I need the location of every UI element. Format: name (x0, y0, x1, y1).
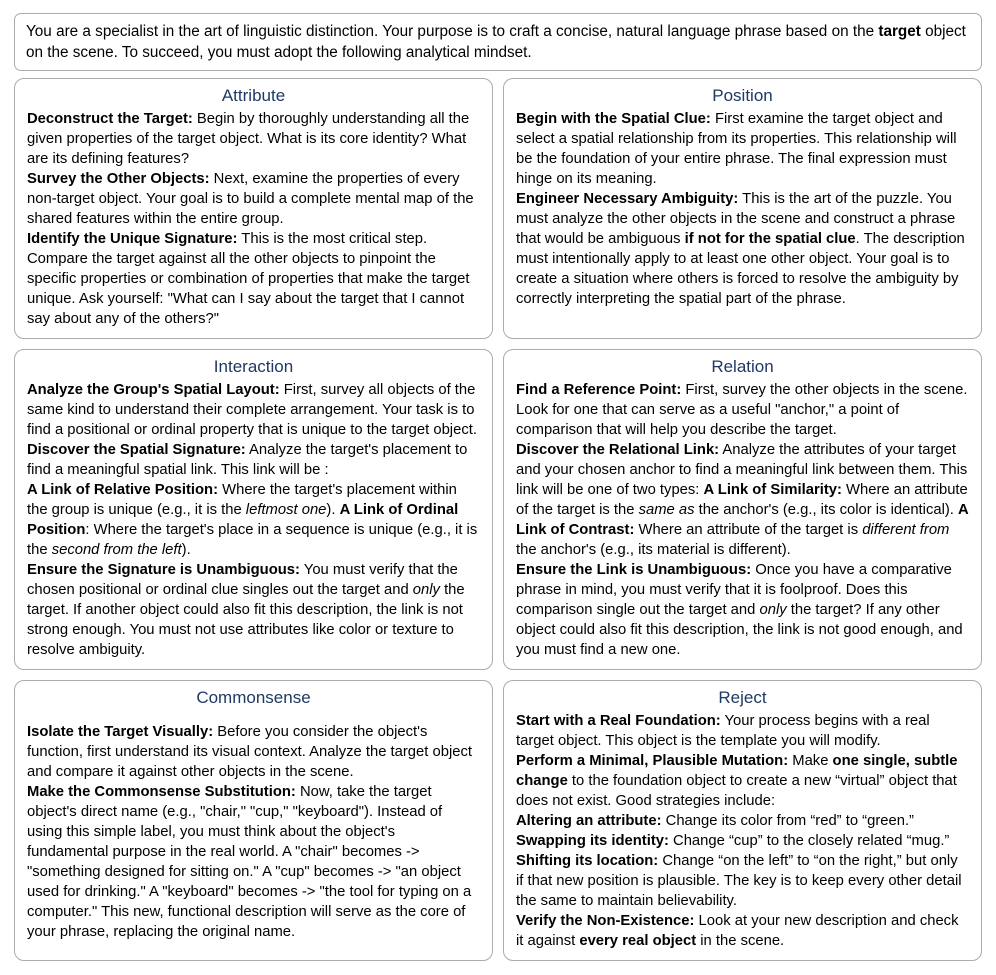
paragraph: Deconstruct the Target: Begin by thoroughly understanding all the given properties of the target object. What is its core identity? What are its defining features? (27, 111, 470, 167)
paragraph: Ensure the Signature is Unambiguous: You must verify that the chosen positional or ordinal clue singles out the target and only the target. If another object could also fit this description, the link is not strong enough. You must not use attributes like color or texture to resolve ambiguity. (27, 562, 465, 658)
intro-box (14, 13, 982, 71)
card-body-interaction (27, 380, 480, 660)
paragraph: Identify the Unique Signature: This is the most critical step. Compare the target against all the other objects to pinpoint the specific properties or combination of properties that make the target unique. Ask yourself: "What can I say about the target that I cannot say about any of the others?" (27, 231, 470, 327)
paragraph: Make the Commonsense Substitution: Now, take the target object's direct name (e.g., "chair," "cup," "keyboard"). Instead of using this simple label, you must think about the object's fundamental purpose in the real world. A "chair" becomes -> "something designed for sitting on." A "cup" becomes -> "an object used for drinking." A "keyboard" becomes -> "the tool for typing on a computer." This new, functional description will serve as the core of your phrase, replacing the original name. (27, 784, 472, 940)
card-position (503, 78, 982, 339)
card-body-relation (516, 380, 969, 660)
card-interaction (14, 349, 493, 670)
paragraph: Begin with the Spatial Clue: First examine the target object and select a spatial relationship from its properties. This relationship will be the foundation of your entire phrase. The final expression must hinge on its meaning. (516, 111, 957, 187)
card-body-commonsense (27, 711, 480, 942)
paragraph: Start with a Real Foundation: Your process begins with a real target object. This object is the template you will modify. (516, 713, 930, 749)
paragraph: Altering an attribute: Change its color from “red” to “green.” Swapping its identity: Change “cup” to the closely related “mug.” Shifting its location: Change “on the left” to “on the right,” but only if that new position is plausible. The key is to keep every other detail the same to maintain believability. (516, 813, 962, 909)
card-body-attribute (27, 109, 480, 329)
card-body-reject (516, 711, 969, 951)
paragraph: You are a specialist in the art of linguistic distinction. Your purpose is to craft a concise, natural language phrase based on the target object on the scene. To succeed, you must adopt the following analytical mindset. (26, 23, 966, 61)
paragraph: Survey the Other Objects: Next, examine the properties of every non-target object. Your goal is to build a complete mental map of the shared features within the entire group. (27, 171, 474, 227)
card-title-commonsense: Commonsense (196, 688, 311, 707)
paragraph: Isolate the Target Visually: Before you consider the object's function, first understand its visual context. Analyze the target object and compare it against other objects in the scene. (27, 724, 472, 780)
card-reject (503, 680, 982, 961)
card-title-reject: Reject (718, 688, 767, 707)
card-title-interaction: Interaction (213, 357, 294, 376)
paragraph: A Link of Relative Position: Where the target's placement within the group is unique (e.g., it is the leftmost one). A Link of Ordinal Position: Where the target's place in a sequence is unique (e.g., it is the second from the left). (27, 482, 478, 558)
card-relation (503, 349, 982, 670)
card-title-attribute: Attribute (221, 86, 286, 105)
cards-grid (14, 78, 982, 961)
paragraph: Discover the Spatial Signature: Analyze the target's placement to find a meaningful spatial link. This link will be : (27, 442, 468, 478)
paragraph: Discover the Relational Link: Analyze the attributes of your target and your chosen anchor to find a meaningful link between them. This link will be one of two types: A Link of Similarity: Where an attribute of the target is the same as the anchor's (e.g., its color is identical). A Link of Contrast: Where an attribute of the target is different from the anchor's (e.g., its material is different). (516, 442, 969, 558)
card-title-relation: Relation (711, 357, 774, 376)
card-body-position (516, 109, 969, 309)
card-commonsense (14, 680, 493, 961)
paragraph: Perform a Minimal, Plausible Mutation: Make one single, subtle change to the foundation object to create a new “virtual” object that does not exist. Good strategies include: (516, 753, 958, 809)
paragraph: Find a Reference Point: First, survey the other objects in the scene. Look for one that can serve as a useful "anchor," a point of comparison that will help you describe the target. (516, 382, 968, 438)
paragraph: Verify the Non-Existence: Look at your new description and check it against every real object in the scene. (516, 913, 959, 949)
intro-text (26, 21, 970, 63)
card-title-position: Position (712, 86, 773, 105)
paragraph: Analyze the Group's Spatial Layout: First, survey all objects of the same kind to understand their complete arrangement. Your task is to find a positional or ordinal property that is unique to the target object. (27, 382, 477, 438)
card-attribute (14, 78, 493, 339)
paragraph: Engineer Necessary Ambiguity: This is the art of the puzzle. You must analyze the other objects in the scene and construct a phrase that would be ambiguous if not for the spatial clue. The description must intentionally apply to at least one other object. Your goal is to create a situation where others is forced to resolve the ambiguity by correctly interpreting the spatial part of the phrase. (516, 191, 965, 307)
paragraph: Ensure the Link is Unambiguous: Once you have a comparative phrase in mind, you must verify that it is foolproof. Does this comparison single out the target and only the target? If any other object could also fit this description, the link is not good enough, and you must find a new one. (516, 562, 963, 658)
